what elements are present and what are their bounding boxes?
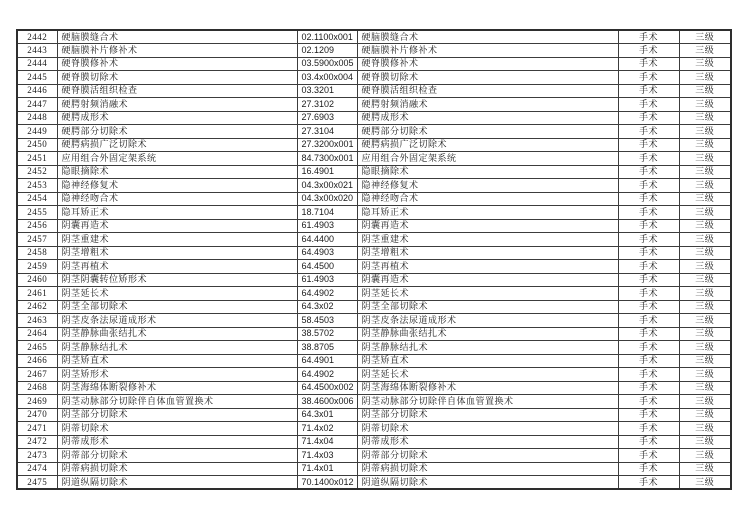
- category-cell: 手术: [618, 152, 679, 166]
- procedure-code-cell: 02.1209: [297, 44, 357, 58]
- procedure-code-cell: 71.4x03: [297, 449, 357, 463]
- procedure-code-cell: 64.4901: [297, 354, 357, 368]
- procedure-code-cell: 03.5900x005: [297, 57, 357, 71]
- procedure-name-cell: 阴茎矫形术: [57, 368, 297, 382]
- procedure-table: [16, 29, 732, 490]
- table-row: [17, 84, 731, 98]
- level-cell: 三级: [679, 327, 731, 341]
- standard-name-cell: 阴茎再植术: [357, 260, 618, 274]
- row-number-cell: 2443: [17, 44, 57, 58]
- category-cell: 手术: [618, 57, 679, 71]
- level-cell: 三级: [679, 354, 731, 368]
- row-number-cell: 2473: [17, 449, 57, 463]
- standard-name-cell: 阴茎矫直术: [357, 354, 618, 368]
- row-number-cell: 2458: [17, 246, 57, 260]
- table-row: [17, 206, 731, 220]
- standard-name-cell: 阴蒂成形术: [357, 435, 618, 449]
- level-cell: 三级: [679, 300, 731, 314]
- procedure-name-cell: 阴蒂成形术: [57, 435, 297, 449]
- procedure-name-cell: 硬脊膜切除术: [57, 71, 297, 85]
- standard-name-cell: 阴蒂部分切除术: [357, 449, 618, 463]
- procedure-code-cell: 64.4903: [297, 246, 357, 260]
- table-row: [17, 314, 731, 328]
- procedure-name-cell: 硬腭病损广泛切除术: [57, 138, 297, 152]
- table-row: [17, 368, 731, 382]
- level-cell: 三级: [679, 125, 731, 139]
- category-cell: 手术: [618, 260, 679, 274]
- standard-name-cell: 阴囊再造术: [357, 219, 618, 233]
- table-row: [17, 138, 731, 152]
- category-cell: 手术: [618, 314, 679, 328]
- procedure-name-cell: 阴茎皮条法尿道成形术: [57, 314, 297, 328]
- level-cell: 三级: [679, 30, 731, 44]
- procedure-code-cell: 64.4500x002: [297, 381, 357, 395]
- procedure-name-cell: 阴道纵隔切除术: [57, 476, 297, 490]
- category-cell: 手术: [618, 395, 679, 409]
- level-cell: 三级: [679, 422, 731, 436]
- procedure-code-cell: 64.3x01: [297, 408, 357, 422]
- standard-name-cell: 硬脊膜修补术: [357, 57, 618, 71]
- procedure-code-cell: 27.3200x001: [297, 138, 357, 152]
- procedure-code-cell: 71.4x02: [297, 422, 357, 436]
- standard-name-cell: 硬腭射频消融术: [357, 98, 618, 112]
- category-cell: 手术: [618, 84, 679, 98]
- category-cell: 手术: [618, 435, 679, 449]
- procedure-name-cell: 阴茎重建术: [57, 233, 297, 247]
- category-cell: 手术: [618, 71, 679, 85]
- table-row: [17, 165, 731, 179]
- level-cell: 三级: [679, 165, 731, 179]
- row-number-cell: 2466: [17, 354, 57, 368]
- procedure-name-cell: 阴茎部分切除术: [57, 408, 297, 422]
- procedure-name-cell: 硬脊膜修补术: [57, 57, 297, 71]
- table-row: [17, 462, 731, 476]
- level-cell: 三级: [679, 368, 731, 382]
- level-cell: 三级: [679, 192, 731, 206]
- procedure-code-cell: 61.4903: [297, 219, 357, 233]
- category-cell: 手术: [618, 327, 679, 341]
- procedure-name-cell: 硬脑膜缝合术: [57, 30, 297, 44]
- level-cell: 三级: [679, 381, 731, 395]
- level-cell: 三级: [679, 287, 731, 301]
- category-cell: 手术: [618, 341, 679, 355]
- procedure-code-cell: 27.3102: [297, 98, 357, 112]
- level-cell: 三级: [679, 71, 731, 85]
- level-cell: 三级: [679, 408, 731, 422]
- table-row: [17, 192, 731, 206]
- row-number-cell: 2451: [17, 152, 57, 166]
- level-cell: 三级: [679, 111, 731, 125]
- category-cell: 手术: [618, 206, 679, 220]
- category-cell: 手术: [618, 179, 679, 193]
- procedure-name-cell: 阴囊再造术: [57, 219, 297, 233]
- procedure-name-cell: 硬腭射频消融术: [57, 98, 297, 112]
- category-cell: 手术: [618, 138, 679, 152]
- standard-name-cell: 阴茎延长术: [357, 368, 618, 382]
- procedure-name-cell: 隐神经修复术: [57, 179, 297, 193]
- table-row: [17, 246, 731, 260]
- table-row: [17, 71, 731, 85]
- level-cell: 三级: [679, 219, 731, 233]
- row-number-cell: 2453: [17, 179, 57, 193]
- standard-name-cell: 硬脊膜切除术: [357, 71, 618, 85]
- standard-name-cell: 隐神经吻合术: [357, 192, 618, 206]
- level-cell: 三级: [679, 152, 731, 166]
- table-row: [17, 233, 731, 247]
- level-cell: 三级: [679, 341, 731, 355]
- standard-name-cell: 隐耳矫正术: [357, 206, 618, 220]
- row-number-cell: 2465: [17, 341, 57, 355]
- standard-name-cell: 阴茎静脉结扎术: [357, 341, 618, 355]
- procedure-code-cell: 18.7104: [297, 206, 357, 220]
- level-cell: 三级: [679, 395, 731, 409]
- procedure-name-cell: 阴茎海绵体断裂修补术: [57, 381, 297, 395]
- standard-name-cell: 阴茎重建术: [357, 233, 618, 247]
- category-cell: 手术: [618, 192, 679, 206]
- procedure-code-cell: 64.3x02: [297, 300, 357, 314]
- standard-name-cell: 隐眼摘除术: [357, 165, 618, 179]
- table-row: [17, 57, 731, 71]
- procedure-name-cell: 阴茎静脉结扎术: [57, 341, 297, 355]
- category-cell: 手术: [618, 233, 679, 247]
- row-number-cell: 2450: [17, 138, 57, 152]
- procedure-code-cell: 64.4902: [297, 287, 357, 301]
- procedure-code-cell: 38.5702: [297, 327, 357, 341]
- category-cell: 手术: [618, 381, 679, 395]
- level-cell: 三级: [679, 206, 731, 220]
- row-number-cell: 2447: [17, 98, 57, 112]
- table-row: [17, 408, 731, 422]
- standard-name-cell: 阴茎全部切除术: [357, 300, 618, 314]
- row-number-cell: 2475: [17, 476, 57, 490]
- level-cell: 三级: [679, 179, 731, 193]
- standard-name-cell: 阴茎静脉曲张结扎术: [357, 327, 618, 341]
- procedure-code-cell: 02.1100x001: [297, 30, 357, 44]
- procedure-code-cell: 16.4901: [297, 165, 357, 179]
- row-number-cell: 2464: [17, 327, 57, 341]
- procedure-name-cell: 硬腭部分切除术: [57, 125, 297, 139]
- level-cell: 三级: [679, 462, 731, 476]
- row-number-cell: 2463: [17, 314, 57, 328]
- standard-name-cell: 硬脊膜活组织检查: [357, 84, 618, 98]
- table-row: [17, 341, 731, 355]
- procedure-name-cell: 阴茎增粗术: [57, 246, 297, 260]
- table-row: [17, 98, 731, 112]
- procedure-code-cell: 64.4400: [297, 233, 357, 247]
- level-cell: 三级: [679, 44, 731, 58]
- standard-name-cell: 应用组合外固定架系统: [357, 152, 618, 166]
- procedure-code-cell: 61.4903: [297, 273, 357, 287]
- procedure-name-cell: 隐眼摘除术: [57, 165, 297, 179]
- standard-name-cell: 隐神经修复术: [357, 179, 618, 193]
- row-number-cell: 2460: [17, 273, 57, 287]
- category-cell: 手术: [618, 300, 679, 314]
- row-number-cell: 2444: [17, 57, 57, 71]
- table-row: [17, 422, 731, 436]
- procedure-code-cell: 71.4x04: [297, 435, 357, 449]
- category-cell: 手术: [618, 462, 679, 476]
- procedure-name-cell: 隐神经吻合术: [57, 192, 297, 206]
- procedure-name-cell: 阴茎动脉部分切除伴自体血管置换术: [57, 395, 297, 409]
- row-number-cell: 2456: [17, 219, 57, 233]
- table-row: [17, 152, 731, 166]
- procedure-code-cell: 71.4x01: [297, 462, 357, 476]
- procedure-code-cell: 04.3x00x021: [297, 179, 357, 193]
- procedure-name-cell: 阴茎延长术: [57, 287, 297, 301]
- row-number-cell: 2454: [17, 192, 57, 206]
- procedure-code-cell: 58.4503: [297, 314, 357, 328]
- procedure-name-cell: 阴茎全部切除术: [57, 300, 297, 314]
- level-cell: 三级: [679, 84, 731, 98]
- standard-name-cell: 阴茎皮条法尿道成形术: [357, 314, 618, 328]
- procedure-code-cell: 64.4500: [297, 260, 357, 274]
- row-number-cell: 2455: [17, 206, 57, 220]
- standard-name-cell: 阴蒂病损切除术: [357, 462, 618, 476]
- procedure-code-cell: 04.3x00x020: [297, 192, 357, 206]
- standard-name-cell: 阴茎海绵体断裂修补术: [357, 381, 618, 395]
- table-row: [17, 395, 731, 409]
- row-number-cell: 2457: [17, 233, 57, 247]
- procedure-code-cell: 27.6903: [297, 111, 357, 125]
- procedure-code-cell: 38.4600x006: [297, 395, 357, 409]
- table-row: [17, 219, 731, 233]
- standard-name-cell: 阴道纵隔切除术: [357, 476, 618, 490]
- row-number-cell: 2472: [17, 435, 57, 449]
- table-row: [17, 125, 731, 139]
- level-cell: 三级: [679, 273, 731, 287]
- level-cell: 三级: [679, 57, 731, 71]
- category-cell: 手术: [618, 98, 679, 112]
- row-number-cell: 2467: [17, 368, 57, 382]
- row-number-cell: 2468: [17, 381, 57, 395]
- standard-name-cell: 阴囊再造术: [357, 273, 618, 287]
- standard-name-cell: 硬脑膜补片修补术: [357, 44, 618, 58]
- row-number-cell: 2449: [17, 125, 57, 139]
- category-cell: 手术: [618, 368, 679, 382]
- procedure-name-cell: 阴茎矫直术: [57, 354, 297, 368]
- category-cell: 手术: [618, 30, 679, 44]
- level-cell: 三级: [679, 314, 731, 328]
- standard-name-cell: 硬腭病损广泛切除术: [357, 138, 618, 152]
- procedure-code-cell: 84.7300x001: [297, 152, 357, 166]
- procedure-name-cell: 隐耳矫正术: [57, 206, 297, 220]
- standard-name-cell: 阴茎增粗术: [357, 246, 618, 260]
- table-row: [17, 449, 731, 463]
- level-cell: 三级: [679, 435, 731, 449]
- row-number-cell: 2469: [17, 395, 57, 409]
- level-cell: 三级: [679, 98, 731, 112]
- procedure-name-cell: 阴蒂部分切除术: [57, 449, 297, 463]
- table-row: [17, 179, 731, 193]
- level-cell: 三级: [679, 246, 731, 260]
- table-row: [17, 260, 731, 274]
- row-number-cell: 2474: [17, 462, 57, 476]
- procedure-code-cell: 03.4x00x004: [297, 71, 357, 85]
- row-number-cell: 2445: [17, 71, 57, 85]
- procedure-name-cell: 阴茎静脉曲张结扎术: [57, 327, 297, 341]
- category-cell: 手术: [618, 219, 679, 233]
- procedure-code-cell: 64.4902: [297, 368, 357, 382]
- category-cell: 手术: [618, 287, 679, 301]
- table-row: [17, 435, 731, 449]
- standard-name-cell: 阴茎部分切除术: [357, 408, 618, 422]
- category-cell: 手术: [618, 449, 679, 463]
- procedure-code-cell: 03.3201: [297, 84, 357, 98]
- table-row: [17, 44, 731, 58]
- procedure-name-cell: 阴茎再植术: [57, 260, 297, 274]
- row-number-cell: 2459: [17, 260, 57, 274]
- procedure-code-cell: 70.1400x012: [297, 476, 357, 490]
- category-cell: 手术: [618, 165, 679, 179]
- level-cell: 三级: [679, 138, 731, 152]
- category-cell: 手术: [618, 273, 679, 287]
- procedure-table-body: [17, 30, 731, 489]
- standard-name-cell: 硬腭成形术: [357, 111, 618, 125]
- table-row: [17, 381, 731, 395]
- table-row: [17, 327, 731, 341]
- level-cell: 三级: [679, 476, 731, 490]
- procedure-name-cell: 应用组合外固定架系统: [57, 152, 297, 166]
- category-cell: 手术: [618, 422, 679, 436]
- table-row: [17, 30, 731, 44]
- table-row: [17, 273, 731, 287]
- procedure-name-cell: 阴蒂病损切除术: [57, 462, 297, 476]
- standard-name-cell: 阴蒂切除术: [357, 422, 618, 436]
- level-cell: 三级: [679, 449, 731, 463]
- category-cell: 手术: [618, 44, 679, 58]
- row-number-cell: 2462: [17, 300, 57, 314]
- procedure-name-cell: 阴蒂切除术: [57, 422, 297, 436]
- standard-name-cell: 硬脑膜缝合术: [357, 30, 618, 44]
- category-cell: 手术: [618, 111, 679, 125]
- table-row: [17, 476, 731, 490]
- category-cell: 手术: [618, 354, 679, 368]
- level-cell: 三级: [679, 233, 731, 247]
- standard-name-cell: 阴茎延长术: [357, 287, 618, 301]
- procedure-name-cell: 硬腭成形术: [57, 111, 297, 125]
- table-row: [17, 300, 731, 314]
- procedure-code-cell: 38.8705: [297, 341, 357, 355]
- row-number-cell: 2471: [17, 422, 57, 436]
- row-number-cell: 2452: [17, 165, 57, 179]
- procedure-name-cell: 硬脑膜补片修补术: [57, 44, 297, 58]
- procedure-name-cell: 硬脊膜活组织检查: [57, 84, 297, 98]
- row-number-cell: 2461: [17, 287, 57, 301]
- category-cell: 手术: [618, 246, 679, 260]
- table-row: [17, 354, 731, 368]
- category-cell: 手术: [618, 476, 679, 490]
- procedure-name-cell: 阴茎阴囊转位矫形术: [57, 273, 297, 287]
- standard-name-cell: 硬腭部分切除术: [357, 125, 618, 139]
- level-cell: 三级: [679, 260, 731, 274]
- table-row: [17, 287, 731, 301]
- table-row: [17, 111, 731, 125]
- category-cell: 手术: [618, 408, 679, 422]
- row-number-cell: 2448: [17, 111, 57, 125]
- row-number-cell: 2470: [17, 408, 57, 422]
- procedure-code-cell: 27.3104: [297, 125, 357, 139]
- row-number-cell: 2446: [17, 84, 57, 98]
- standard-name-cell: 阴茎动脉部分切除伴自体血管置换术: [357, 395, 618, 409]
- category-cell: 手术: [618, 125, 679, 139]
- row-number-cell: 2442: [17, 30, 57, 44]
